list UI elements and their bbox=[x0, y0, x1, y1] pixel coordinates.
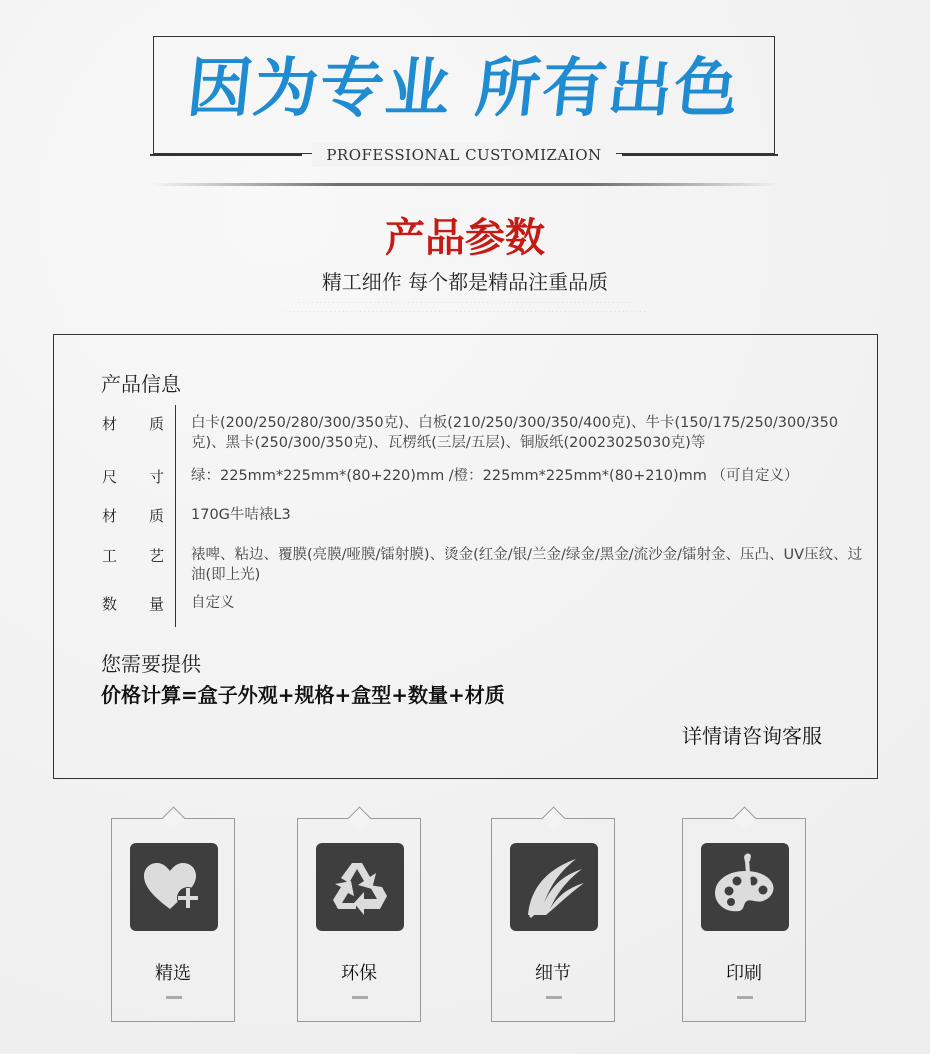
spec-value: 裱啤、粘边、覆膜(亮膜/哑膜/镭射膜)、烫金(红金/银/兰金/绿金/黑金/流沙金/镭射金、压凸、UV压纹、过油(即上光) bbox=[191, 547, 863, 583]
card-dash bbox=[166, 996, 182, 999]
section-title: 产品参数 bbox=[385, 214, 545, 261]
section-subtitle: 精工细作 每个都是精品注重品质 bbox=[321, 270, 609, 294]
hero-shadow-divider bbox=[150, 183, 780, 186]
spec-value: 白卡(200/250/280/300/350克)、白板(210/250/300/350/400克)、牛卡(150/175/250/300/350克)、黑卡(250/300/350克)、瓦楞纸(三层/五层)、铜版纸(20023025030克)等 bbox=[191, 415, 839, 451]
card-notch bbox=[161, 806, 185, 830]
price-formula: 价格计算=盒子外观+规格+盒型+数量+材质 bbox=[101, 683, 505, 707]
card-notch bbox=[347, 806, 371, 830]
hero-subtitle: PROFESSIONAL CUSTOMIZAION bbox=[312, 143, 615, 167]
spec-divider bbox=[175, 405, 176, 627]
card-dash bbox=[737, 996, 753, 999]
spec-key: 材质 bbox=[102, 507, 164, 525]
spec-value: 自定义 bbox=[191, 595, 235, 611]
feature-card-eco[interactable] bbox=[297, 818, 421, 1022]
feature-label: 印刷 bbox=[726, 963, 762, 984]
spec-value: 绿：225mm*225mm*(80+220)mm /橙：225mm*225mm*(80+210)mm （可自定义） bbox=[191, 468, 799, 484]
spec-value: 170G牛咭裱L3 bbox=[191, 507, 291, 523]
hero-title: 因为专业 所有出色 bbox=[183, 52, 745, 126]
decorative-texture-line: · · · · · · · · · · · · · · · · · · · · · · · · · · · · · · · · · · · · · · · · · · · · · · · · · · · · · · · · · · · · · · · · · · · · · · · · · · · · · · · · · · · · · · · bbox=[284, 309, 646, 315]
hero-subtitle-wrap bbox=[153, 143, 775, 167]
card-dash bbox=[352, 996, 368, 999]
feature-label: 环保 bbox=[341, 963, 377, 984]
feature-label: 精选 bbox=[155, 963, 191, 984]
feature-card-detail[interactable] bbox=[491, 818, 615, 1022]
palette-icon bbox=[701, 843, 789, 931]
hero-banner bbox=[153, 36, 775, 154]
spec-key: 数量 bbox=[102, 595, 164, 613]
spec-key: 尺寸 bbox=[102, 468, 164, 486]
recycle-icon bbox=[316, 843, 404, 931]
feature-card-selected[interactable] bbox=[111, 818, 235, 1022]
feather-icon bbox=[510, 843, 598, 931]
spec-key: 工艺 bbox=[102, 547, 164, 565]
need-heading: 您需要提供 bbox=[101, 652, 201, 676]
info-heading: 产品信息 bbox=[101, 372, 181, 396]
decorative-texture-line: · · · · · · · · · · · · · · · · · · · · · · · · · · · · · · · · · · · · · · · · · · · · · · · · · · · · · · · · · · · · · · · · · · · · · · · · · · · · · · · · bbox=[298, 300, 632, 306]
feature-label: 细节 bbox=[535, 963, 571, 984]
spec-key: 材质 bbox=[102, 415, 164, 433]
product-info-panel bbox=[53, 334, 878, 779]
heart-plus-icon bbox=[130, 843, 218, 931]
feature-card-print[interactable] bbox=[682, 818, 806, 1022]
card-notch bbox=[732, 806, 756, 830]
card-notch bbox=[541, 806, 565, 830]
card-dash bbox=[546, 996, 562, 999]
contact-service-link[interactable]: 详情请咨询客服 bbox=[682, 724, 822, 748]
